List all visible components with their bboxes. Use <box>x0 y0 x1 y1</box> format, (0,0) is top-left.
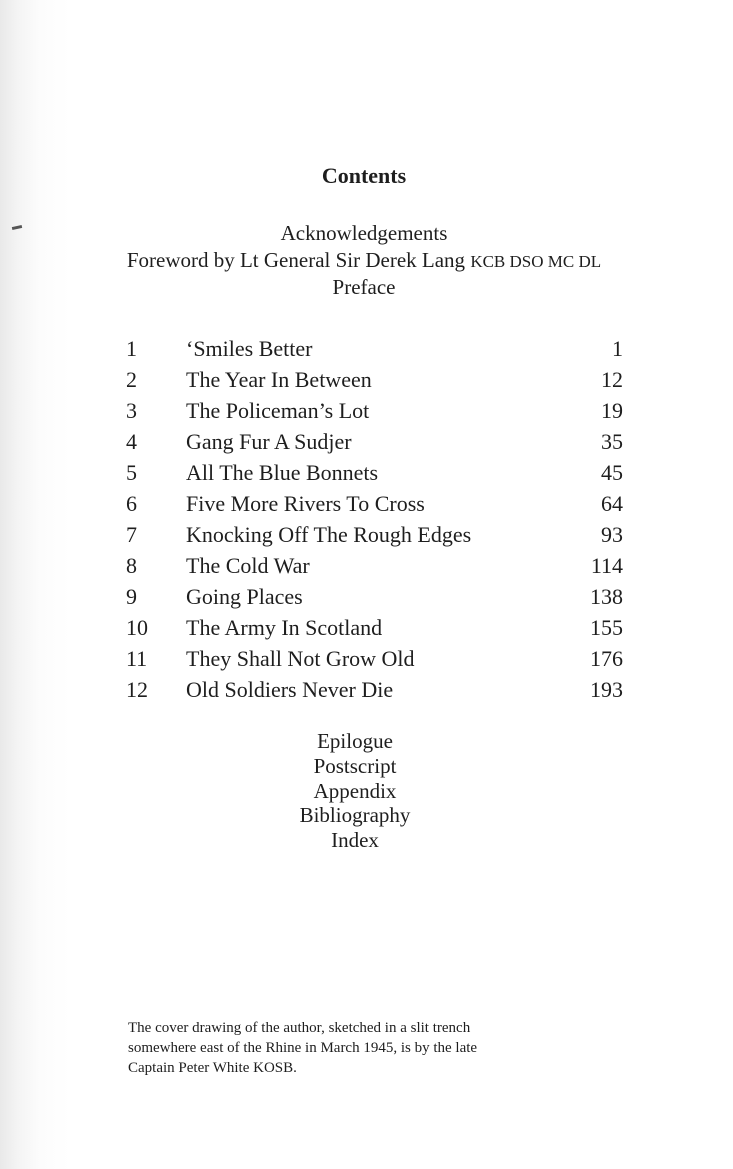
chapter-number: 5 <box>126 460 137 485</box>
chapter-page: 12 <box>601 367 623 392</box>
chapter-title: Old Soldiers Never Die <box>186 677 394 702</box>
chapter-list <box>0 333 733 705</box>
contents-heading: Contents <box>321 163 407 188</box>
chapter-row <box>0 488 733 519</box>
acknowledgements-entry: Acknowledgements <box>280 221 448 245</box>
chapter-row <box>0 364 733 395</box>
chapter-row <box>0 581 733 612</box>
preface-entry: Preface <box>332 275 396 299</box>
chapter-row <box>0 519 733 550</box>
chapter-title: All The Blue Bonnets <box>186 460 379 485</box>
chapter-title: They Shall Not Grow Old <box>186 646 415 671</box>
chapter-row <box>0 457 733 488</box>
chapter-number: 6 <box>126 491 137 516</box>
bibliography-entry: Bibliography <box>299 803 411 828</box>
epilogue-entry: Epilogue <box>317 729 393 753</box>
chapter-page: 1 <box>612 336 623 361</box>
chapter-row <box>0 643 733 674</box>
chapter-number: 9 <box>126 584 137 609</box>
chapter-number: 3 <box>126 398 137 423</box>
cover-credit-note <box>128 1018 588 1078</box>
chapter-page: 138 <box>590 584 623 609</box>
chapter-row <box>0 395 733 426</box>
chapter-title: The Policeman’s Lot <box>186 398 370 423</box>
chapter-number: 11 <box>126 646 148 671</box>
foreword-honours: KCB DSO MC DL <box>470 252 602 271</box>
chapter-page: 193 <box>590 677 623 702</box>
chapter-title: The Army In Scotland <box>186 615 383 640</box>
chapter-title: Gang Fur A Sudjer <box>186 429 352 454</box>
chapter-number: 8 <box>126 553 137 578</box>
foreword-entry <box>0 248 728 273</box>
chapter-title: Going Places <box>186 584 303 609</box>
chapter-page: 35 <box>601 429 623 454</box>
chapter-row <box>0 612 733 643</box>
chapter-number: 1 <box>126 336 137 361</box>
credit-line: Captain Peter White KOSB. <box>128 1060 297 1076</box>
chapter-title: Five More Rivers To Cross <box>186 491 425 516</box>
chapter-row <box>0 550 733 581</box>
chapter-page: 114 <box>590 553 623 578</box>
chapter-page: 64 <box>601 491 623 516</box>
appendix-entry: Appendix <box>313 778 397 803</box>
chapter-title: ‘Smiles Better <box>186 336 313 361</box>
chapter-title: The Year In Between <box>186 367 372 392</box>
chapter-title: Knocking Off The Rough Edges <box>186 522 472 547</box>
chapter-row <box>0 333 733 364</box>
chapter-number: 7 <box>126 522 137 547</box>
chapter-page: 155 <box>590 615 623 640</box>
chapter-number: 2 <box>126 367 137 392</box>
chapter-page: 45 <box>601 460 623 485</box>
foreword-text: Foreword by Lt General Sir Derek Lang <box>126 248 466 272</box>
chapter-page: 176 <box>590 646 623 671</box>
credit-line: The cover drawing of the author, sketched in a slit trench <box>128 1020 471 1036</box>
chapter-number: 10 <box>126 615 148 640</box>
chapter-page: 19 <box>601 398 623 423</box>
back-matter-list <box>0 729 710 853</box>
chapter-page: 93 <box>601 522 623 547</box>
postscript-entry: Postscript <box>313 753 397 778</box>
chapter-row <box>0 674 733 705</box>
index-entry: Index <box>331 828 379 853</box>
chapter-number: 12 <box>126 677 148 702</box>
credit-line: somewhere east of the Rhine in March 1945, is by the late <box>128 1040 478 1056</box>
chapter-number: 4 <box>126 429 137 454</box>
chapter-row <box>0 426 733 457</box>
chapter-title: The Cold War <box>186 553 310 578</box>
